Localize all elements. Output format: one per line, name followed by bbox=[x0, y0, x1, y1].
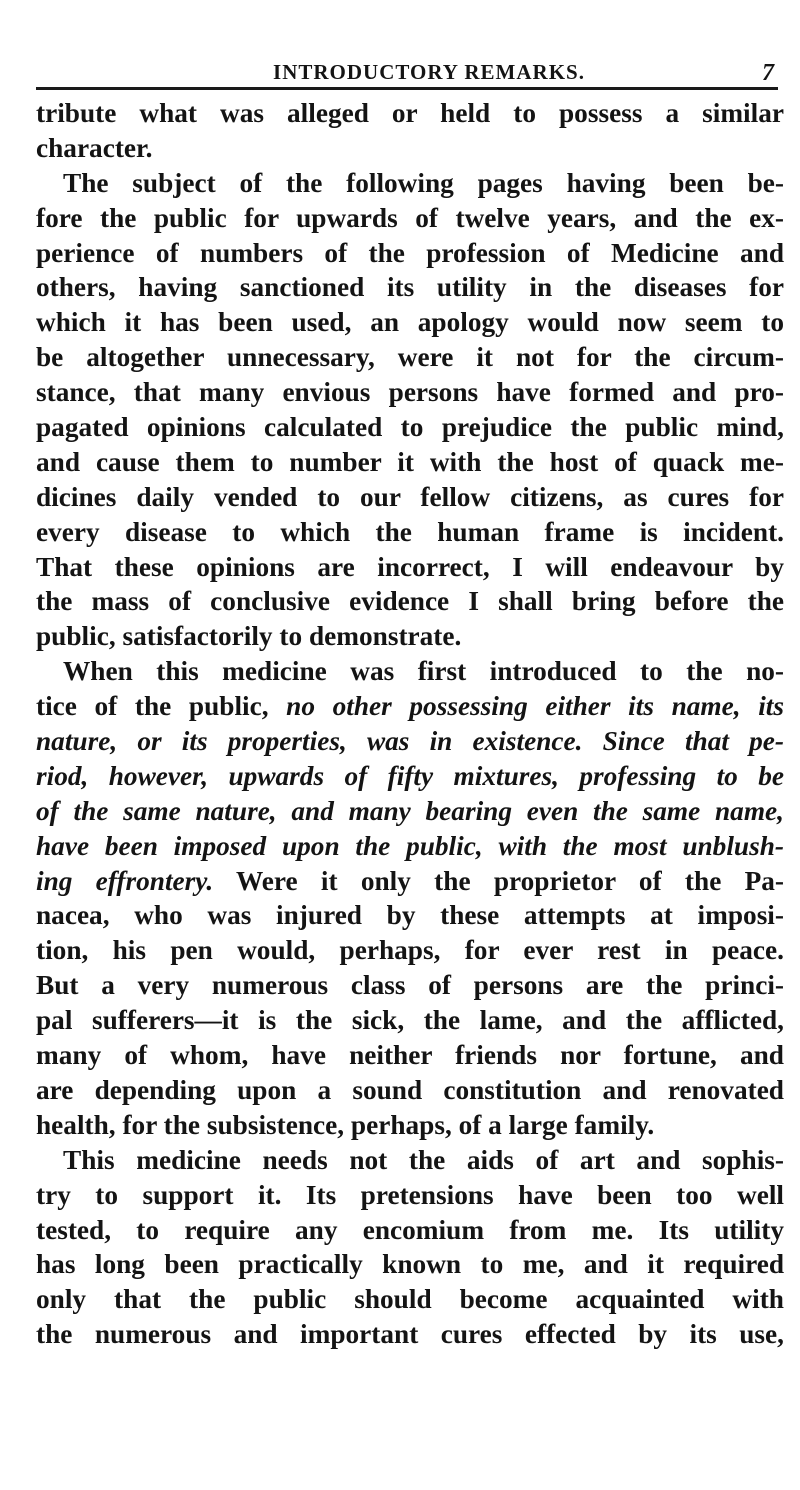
text-line: has long been practically known to me, and it required bbox=[36, 1249, 784, 1280]
text-line-italic: of the same nature, and many bearing even the same name, bbox=[36, 795, 784, 826]
running-head bbox=[36, 60, 782, 86]
header-rule bbox=[36, 87, 778, 90]
text-line: tested, to require any encomium from me. Its utility bbox=[36, 1214, 784, 1245]
text-line: health, for the subsistence, perhaps, of a large family. bbox=[36, 1109, 655, 1140]
text-line: are depending upon a sound constitution and renovated bbox=[36, 1074, 784, 1105]
text-line: stance, that many envious persons have formed and pro- bbox=[36, 377, 784, 408]
text-line: the numerous and important cures effected by its use, bbox=[36, 1319, 784, 1350]
text-line: dicines daily vended to our fellow citizens, as cures for bbox=[36, 481, 784, 512]
text-line-roman: tice of the public, bbox=[36, 691, 287, 722]
text-line-italic: no other possessing either its name, its bbox=[286, 691, 784, 722]
text-line: The subject of the following pages having been be- bbox=[63, 167, 784, 198]
text-line: and cause them to number it with the host of quack me- bbox=[36, 446, 784, 477]
text-line: That these opinions are incorrect, I will endeavour by bbox=[36, 551, 784, 582]
text-line: many of whom, have neither friends nor fortune, and bbox=[36, 1040, 784, 1071]
text-line: fore the public for upwards of twelve years, and the ex- bbox=[36, 202, 784, 233]
text-line: But a very numerous class of persons are the princi- bbox=[36, 970, 784, 1001]
text-line: tribute what was alleged or held to possess a similar bbox=[36, 98, 784, 128]
text-line-italic: riod, however, upwards of fifty mixtures, professing to be bbox=[36, 760, 784, 791]
text-line: pagated opinions calculated to prejudice the public mind, bbox=[36, 412, 784, 443]
text-line: character. bbox=[36, 132, 153, 163]
page-number: 7 bbox=[762, 60, 774, 86]
text-line-italic: have been imposed upon the public, with the most unblush- bbox=[36, 830, 784, 861]
text-line: only that the public should become acquainted with bbox=[36, 1284, 784, 1315]
text-line: every disease to which the human frame is incident. bbox=[36, 516, 784, 547]
text-line: be altogether unnecessary, were it not for the circum- bbox=[36, 342, 784, 373]
text-line-italic: ing effrontery. bbox=[36, 865, 214, 896]
text-line: the mass of conclusive evidence I shall bring before the bbox=[36, 586, 784, 617]
text-line: tion, his pen would, perhaps, for ever rest in peace. bbox=[36, 935, 784, 966]
text-line: perience of numbers of the profession of Medicine and bbox=[36, 237, 784, 268]
text-line: which it has been used, an apology would now seem to bbox=[36, 307, 784, 338]
text-line: try to support it. Its pretensions have been too well bbox=[36, 1179, 784, 1210]
text-line: When this medicine was first introduced to the no- bbox=[63, 656, 784, 687]
text-line: public, satisfactorily to demonstrate. bbox=[36, 621, 462, 652]
running-title: INTRODUCTORY REMARKS. bbox=[273, 60, 585, 84]
text-line bbox=[36, 829, 784, 864]
text-line bbox=[36, 759, 784, 794]
text-line: pal sufferers—it is the sick, the lame, and the afflicted, bbox=[36, 1005, 784, 1036]
text-line: This medicine needs not the aids of art and sophis- bbox=[63, 1144, 784, 1175]
text-line-italic: nature, or its properties, was in existence. Since that pe- bbox=[36, 726, 784, 757]
text-line: nacea, who was injured by these attempts at imposi- bbox=[36, 900, 784, 931]
text-line: others, having sanctioned its utility in the diseases for bbox=[36, 272, 784, 303]
body-text bbox=[36, 96, 784, 1352]
text-line-roman: Were it only the proprietor of the Pa- bbox=[213, 865, 785, 896]
text-line bbox=[36, 794, 784, 829]
text-line bbox=[36, 689, 784, 724]
text-line bbox=[36, 864, 784, 899]
text-line bbox=[36, 724, 784, 759]
